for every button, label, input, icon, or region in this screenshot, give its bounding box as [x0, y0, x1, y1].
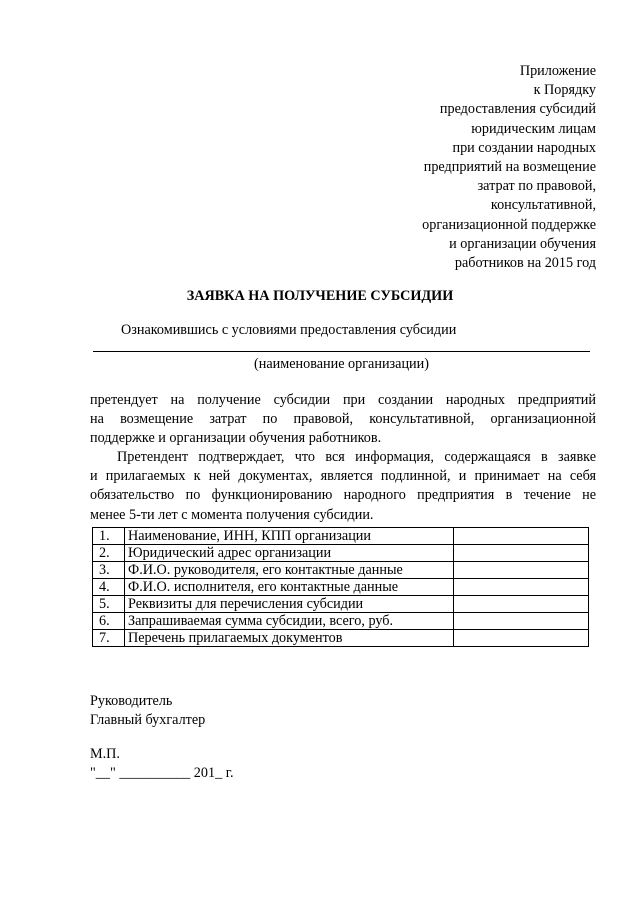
row-label: Ф.И.О. руководителя, его контактные данные	[125, 562, 454, 579]
row-value-cell[interactable]	[454, 528, 589, 545]
document-title: ЗАЯВКА НА ПОЛУЧЕНИЕ СУБСИДИИ	[186, 288, 454, 304]
table-row	[93, 613, 589, 630]
table-row	[93, 562, 589, 579]
organization-info-table	[92, 527, 589, 647]
appendix-line: Приложение	[519, 63, 596, 79]
row-number: 1.	[93, 528, 125, 545]
paragraph-line: Претендент подтверждает, что вся информация, содержащаяся в заявке	[117, 449, 596, 465]
appendix-line: и организации обучения	[449, 235, 596, 252]
head-signature-label: Руководитель	[90, 693, 173, 709]
row-value-cell[interactable]	[454, 579, 589, 596]
table-row	[93, 545, 589, 562]
claim-paragraph	[90, 391, 596, 449]
appendix-block	[296, 62, 596, 273]
paragraph-line: обязательство по функционированию народного предприятия в течение не	[90, 487, 596, 504]
table-row	[93, 630, 589, 647]
date-line: "__" __________ 201_ г.	[90, 765, 234, 781]
paragraph-line: претендует на получение субсидии при создании народных предприятий	[90, 392, 596, 408]
appendix-line: при создании народных	[452, 139, 596, 156]
appendix-line: к Порядку	[533, 82, 596, 99]
paragraph-line: и прилагаемых к ней документах, является подлинной, и принимает на себя	[90, 468, 596, 485]
row-label: Запрашиваемая сумма субсидии, всего, руб.	[125, 613, 454, 630]
appendix-line: затрат по правовой,	[477, 178, 596, 195]
stamp-label: М.П.	[90, 746, 120, 762]
row-number: 6.	[93, 613, 125, 630]
appendix-line: консультативной,	[490, 197, 596, 214]
row-label: Юридический адрес организации	[125, 545, 454, 562]
appendix-line: организационной поддержке	[422, 216, 596, 233]
accountant-signature-label: Главный бухгалтер	[90, 712, 206, 728]
paragraph-line: менее 5-ти лет с момента получения субсидии.	[90, 506, 374, 523]
row-number: 7.	[93, 630, 125, 647]
organization-name-caption: (наименование организации)	[254, 356, 429, 372]
row-number: 4.	[93, 579, 125, 596]
table-row	[93, 579, 589, 596]
intro-text: Ознакомившись с условиями предоставления субсидии	[121, 322, 457, 338]
organization-name-line	[93, 351, 590, 352]
row-value-cell[interactable]	[454, 596, 589, 613]
confirmation-paragraph	[90, 448, 596, 525]
row-label: Наименование, ИНН, КПП организации	[125, 528, 454, 545]
row-value-cell[interactable]	[454, 613, 589, 630]
row-label: Реквизиты для перечисления субсидии	[125, 596, 454, 613]
row-label: Перечень прилагаемых документов	[125, 630, 454, 647]
table-row	[93, 596, 589, 613]
appendix-line: предоставления субсидий	[439, 101, 596, 118]
appendix-line: предприятий на возмещение	[423, 159, 596, 176]
table-row	[93, 528, 589, 545]
row-number: 3.	[93, 562, 125, 579]
row-number: 5.	[93, 596, 125, 613]
row-value-cell[interactable]	[454, 545, 589, 562]
appendix-line: работников на 2015 год	[454, 255, 596, 272]
paragraph-line: на возмещение затрат по правовой, консультативной, организационной	[90, 411, 596, 428]
paragraph-line: поддержке и организации обучения работников.	[90, 430, 382, 447]
row-value-cell[interactable]	[454, 630, 589, 647]
row-number: 2.	[93, 545, 125, 562]
appendix-line: юридическим лицам	[471, 120, 596, 137]
row-value-cell[interactable]	[454, 562, 589, 579]
row-label: Ф.И.О. исполнителя, его контактные данные	[125, 579, 454, 596]
